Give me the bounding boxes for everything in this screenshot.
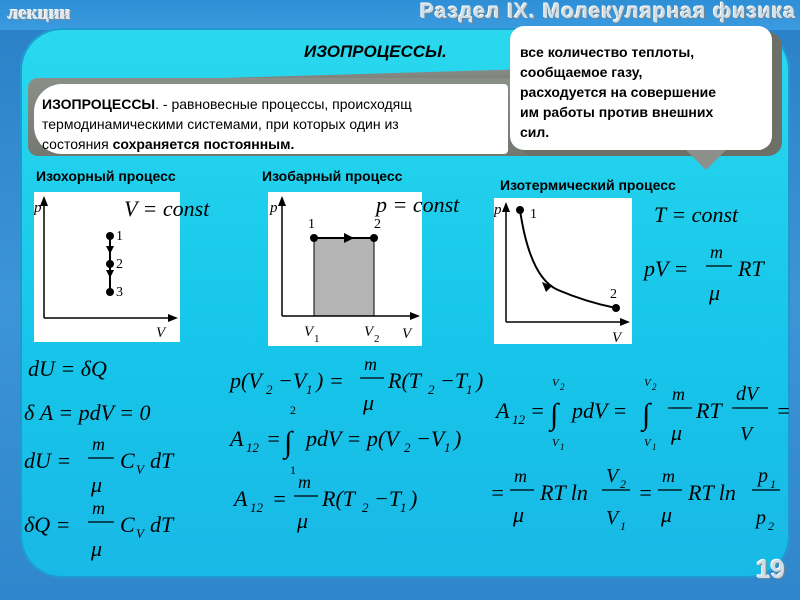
svg-text:m: m xyxy=(92,434,105,454)
isobaric-v1-label: V xyxy=(304,324,314,340)
svg-text:−V: −V xyxy=(278,368,307,393)
isobaric-axis-p: p xyxy=(270,200,278,216)
lectures-label: лекции xyxy=(8,3,71,24)
svg-text:1: 1 xyxy=(620,519,626,533)
isobaric-v2-sub: 2 xyxy=(374,333,380,345)
svg-text:A: A xyxy=(496,398,510,423)
svg-text:2: 2 xyxy=(560,382,565,392)
page-title: ИЗОПРОЦЕССЫ. xyxy=(304,42,447,61)
svg-text:2: 2 xyxy=(290,403,296,417)
svg-text:m: m xyxy=(710,242,723,262)
svg-text:μ: μ xyxy=(91,536,103,561)
svg-text:m: m xyxy=(298,472,311,492)
isothermal-axis-p: p xyxy=(494,202,502,218)
svg-text:R(T: R(T xyxy=(322,486,355,511)
isobaric-axis-v: V xyxy=(402,326,412,342)
svg-text:V: V xyxy=(136,526,144,541)
isobaric-const: p = const xyxy=(376,192,460,217)
isochoric-axis-v: V xyxy=(156,325,166,341)
svg-text:V: V xyxy=(740,423,753,445)
svg-text:p: p xyxy=(756,507,766,529)
isothermal-label: Изотермический процесс xyxy=(500,177,676,193)
svg-text:A: A xyxy=(234,486,248,511)
definition-line3-plain: состояния xyxy=(42,136,113,152)
isobaric-point-1-label: 1 xyxy=(308,217,315,232)
isobaric-v1-sub: 1 xyxy=(314,333,320,345)
svg-text:−T: −T xyxy=(374,486,402,511)
section-title: Раздел IX. Молекулярная физика xyxy=(420,0,796,23)
svg-text:2: 2 xyxy=(404,440,411,455)
svg-text:=: = xyxy=(490,480,505,505)
svg-text:2: 2 xyxy=(428,382,435,397)
svg-text:dV: dV xyxy=(736,383,759,405)
svg-text:1: 1 xyxy=(560,442,565,452)
svg-text:μ: μ xyxy=(709,280,721,305)
definition-term: ИЗОПРОЦЕССЫ xyxy=(42,96,156,112)
isochoric-label: Изохорный процесс xyxy=(36,168,176,184)
svg-text:m: m xyxy=(672,384,685,404)
formula-isobaric-state xyxy=(228,354,483,415)
svg-text:2: 2 xyxy=(362,500,369,515)
svg-text:12: 12 xyxy=(246,440,259,455)
svg-text:μ: μ xyxy=(297,508,309,533)
svg-text:A: A xyxy=(230,426,244,451)
svg-text:2: 2 xyxy=(652,382,657,392)
svg-text:dU = δQ: dU = δQ xyxy=(28,356,107,381)
svg-text:12: 12 xyxy=(250,500,263,515)
svg-text:μ: μ xyxy=(513,502,525,527)
svg-text:−V: −V xyxy=(416,426,445,451)
svg-text:1: 1 xyxy=(290,463,296,477)
svg-text:1: 1 xyxy=(444,440,451,455)
isochoric-axis-p: p xyxy=(34,200,42,216)
svg-text:=: = xyxy=(638,480,653,505)
svg-text:C: C xyxy=(120,448,135,473)
isothermal-point-1-label: 1 xyxy=(530,207,537,222)
isothermal-axis-v: V xyxy=(612,330,622,344)
svg-text:R(T: R(T xyxy=(388,368,421,393)
svg-text:dT: dT xyxy=(150,512,174,537)
svg-text:=: = xyxy=(266,426,281,451)
svg-text:m: m xyxy=(662,466,675,486)
svg-text:δ A = pdV = 0: δ A = pdV = 0 xyxy=(24,400,151,425)
svg-text:2: 2 xyxy=(768,519,774,533)
svg-text:1: 1 xyxy=(466,382,473,397)
formula-isothermal-work-result xyxy=(490,465,780,533)
svg-text:RT: RT xyxy=(738,256,764,281)
svg-text:m: m xyxy=(514,466,527,486)
svg-text:=: = xyxy=(776,398,791,423)
svg-text:=: = xyxy=(530,398,545,423)
svg-text:V: V xyxy=(552,377,559,389)
svg-text:V: V xyxy=(136,462,144,477)
definition-line3-bold: сохраняется постоянным. xyxy=(112,136,295,152)
svg-text:∫: ∫ xyxy=(642,398,651,431)
isochoric-point-1-label: 1 xyxy=(116,229,123,244)
svg-text:2: 2 xyxy=(620,477,626,491)
slide-number: 19 xyxy=(756,554,785,584)
formula-work-zero xyxy=(24,400,151,425)
svg-text:V: V xyxy=(644,437,651,449)
svg-text:V: V xyxy=(552,437,559,449)
formula-isothermal-work-integral xyxy=(494,377,791,452)
svg-text:pV =: pV = xyxy=(644,256,689,281)
svg-text:): ) xyxy=(476,368,484,393)
svg-text:p: p xyxy=(758,465,768,487)
formula-isobaric-work-integral xyxy=(228,403,461,477)
svg-text:RT ln: RT ln xyxy=(540,480,588,505)
isochoric-point-2-label: 2 xyxy=(116,257,123,272)
svg-text:−T: −T xyxy=(440,368,468,393)
svg-text:μ: μ xyxy=(91,472,103,497)
definition-line1-rest: . - равновесные процессы, происходящ xyxy=(155,96,412,112)
isobaric-label: Изобарный процесс xyxy=(262,168,403,184)
isobaric-v2-label: V xyxy=(364,324,374,340)
svg-text:) =: ) = xyxy=(316,368,344,393)
isobaric-point-2-label: 2 xyxy=(374,217,381,232)
svg-text:12: 12 xyxy=(512,412,525,427)
ideal-gas-equation xyxy=(642,242,765,305)
svg-text:pdV =: pdV = xyxy=(572,398,628,423)
svg-text:1: 1 xyxy=(770,477,776,491)
formula-dU-CvdT xyxy=(24,434,175,497)
isothermal-const: T = const xyxy=(654,202,739,227)
svg-text:m: m xyxy=(364,354,377,374)
formula-isobaric-work xyxy=(232,472,417,533)
formula-dQ-CvdT xyxy=(24,498,175,561)
isochoric-const: V = const xyxy=(124,196,210,221)
svg-text:m: m xyxy=(92,498,105,518)
svg-text:V: V xyxy=(644,377,651,389)
svg-text:C: C xyxy=(120,512,135,537)
svg-text:): ) xyxy=(410,486,418,511)
svg-text:RT ln: RT ln xyxy=(688,480,736,505)
isothermal-point-2-label: 2 xyxy=(610,287,617,302)
svg-text:∫: ∫ xyxy=(284,426,293,459)
svg-text:μ: μ xyxy=(363,390,375,415)
svg-text:1: 1 xyxy=(306,382,313,397)
formula-dU-dQ xyxy=(28,356,107,381)
svg-text:1: 1 xyxy=(400,500,407,515)
svg-text:RT: RT xyxy=(696,398,722,423)
svg-text:): ) xyxy=(454,426,462,451)
svg-text:=: = xyxy=(272,486,287,511)
svg-text:2: 2 xyxy=(266,382,273,397)
svg-text:μ: μ xyxy=(661,502,673,527)
svg-text:dT: dT xyxy=(150,448,174,473)
svg-text:V: V xyxy=(606,507,619,529)
callout-text: все количество теплоты, сообщаемое газу, расходуется на совершение им работы против внешних сил. xyxy=(520,44,717,140)
svg-text:∫: ∫ xyxy=(550,398,559,431)
svg-text:δQ =: δQ = xyxy=(24,512,71,537)
svg-text:1: 1 xyxy=(652,442,657,452)
svg-text:p(V: p(V xyxy=(230,368,262,393)
svg-text:dU =: dU = xyxy=(24,448,72,473)
svg-text:V: V xyxy=(606,465,619,487)
svg-text:pdV = p(V: pdV = p(V xyxy=(306,426,399,451)
isochoric-point-3-label: 3 xyxy=(116,285,123,300)
svg-text:μ: μ xyxy=(671,420,683,445)
definition-line2: термодинамическими системами, при которых один из xyxy=(42,116,399,132)
